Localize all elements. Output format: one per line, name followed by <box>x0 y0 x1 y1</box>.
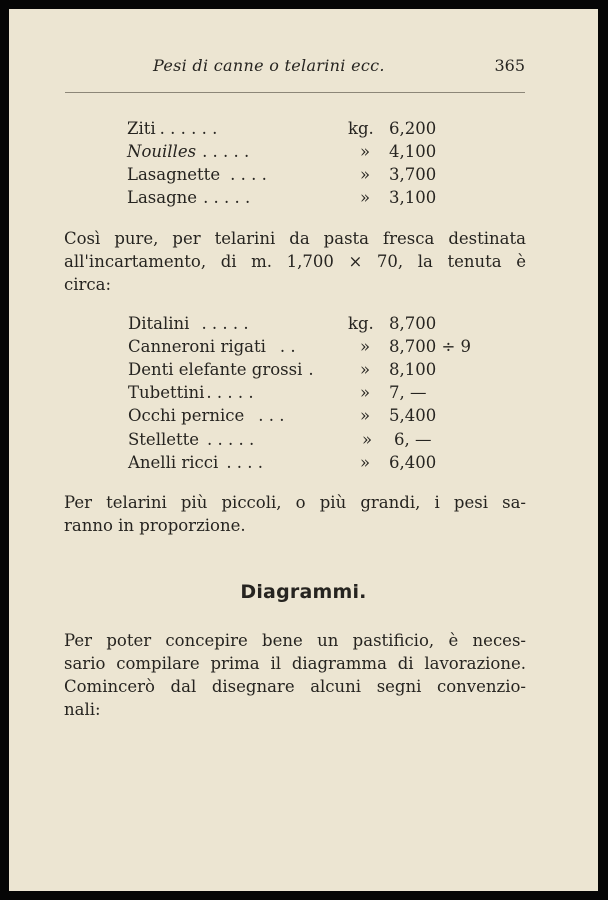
item-name: Canneroni rigati . . <box>128 337 296 356</box>
paragraph <box>64 491 526 537</box>
list-item <box>128 406 488 430</box>
item-unit: » <box>360 406 371 425</box>
item-value: 3,100 <box>389 188 437 207</box>
item-value: 8,100 <box>389 360 437 379</box>
text-line: Per poter concepire bene un pastificio, è neces- <box>64 631 526 650</box>
list-item <box>127 188 457 212</box>
item-name: Nouilles . . . . . <box>127 142 250 161</box>
item-name: Stellette . . . . . <box>128 430 255 449</box>
item-value: 7, — <box>389 383 427 402</box>
text-line: sario compilare prima il diagramma di lavorazione. <box>64 654 526 673</box>
paragraph <box>64 629 526 721</box>
text-line: nali: <box>64 700 101 719</box>
running-title: Pesi di canne o telarini ecc. <box>153 56 385 75</box>
paragraph <box>64 227 526 296</box>
item-name: Ditalini . . . . . <box>128 314 249 333</box>
text-line: circa: <box>64 275 112 294</box>
list-item <box>128 314 488 338</box>
list-item <box>128 453 488 477</box>
list-item <box>128 337 488 361</box>
book-page <box>9 9 598 891</box>
text-line: Per telarini più piccoli, o più grandi, i pesi sa- <box>64 493 526 512</box>
section-heading: Diagrammi. <box>240 581 367 603</box>
item-value: 8,700 ÷ 9 <box>389 337 472 356</box>
item-unit: » <box>360 188 371 207</box>
item-value: 3,700 <box>389 165 437 184</box>
item-unit: » <box>360 337 371 356</box>
item-value: 5,400 <box>389 406 437 425</box>
text-line: Così pure, per telarini da pasta fresca destinata <box>64 229 526 248</box>
text-line: ranno in proporzione. <box>64 516 246 535</box>
list-item <box>128 383 488 407</box>
item-unit: » <box>360 165 371 184</box>
item-name: Denti elefante grossi . <box>128 360 314 379</box>
item-name: Occhi pernice . . . <box>128 406 285 425</box>
item-unit: » <box>360 142 371 161</box>
list-item <box>128 360 488 384</box>
item-name: Anelli ricci . . . . <box>128 453 264 472</box>
item-unit: kg. <box>348 314 374 333</box>
item-name: Lasagne . . . . . <box>127 188 251 207</box>
running-header <box>65 56 525 93</box>
item-name: Tubettini . . . . . <box>128 383 254 402</box>
page-number: 365 <box>494 56 525 75</box>
item-unit: » <box>360 360 371 379</box>
item-unit: kg. <box>348 119 374 138</box>
item-name: Ziti . . . . . . <box>127 119 218 138</box>
item-value: 6, — <box>394 430 432 449</box>
text-line: Comincerò dal disegnare alcuni segni convenzio- <box>64 677 526 696</box>
item-value: 6,400 <box>389 453 437 472</box>
item-value: 8,700 <box>389 314 437 333</box>
item-unit: » <box>362 430 373 449</box>
list-item <box>127 165 457 189</box>
item-unit: » <box>360 383 371 402</box>
item-unit: » <box>360 453 371 472</box>
list-item <box>127 119 457 143</box>
item-name: Lasagnette . . . . <box>127 165 267 184</box>
text-line: all'incartamento, di m. 1,700 × 70, la tenuta è <box>64 252 526 271</box>
list-item <box>128 430 488 454</box>
item-value: 4,100 <box>389 142 437 161</box>
list-item <box>127 142 457 166</box>
item-value: 6,200 <box>389 119 437 138</box>
